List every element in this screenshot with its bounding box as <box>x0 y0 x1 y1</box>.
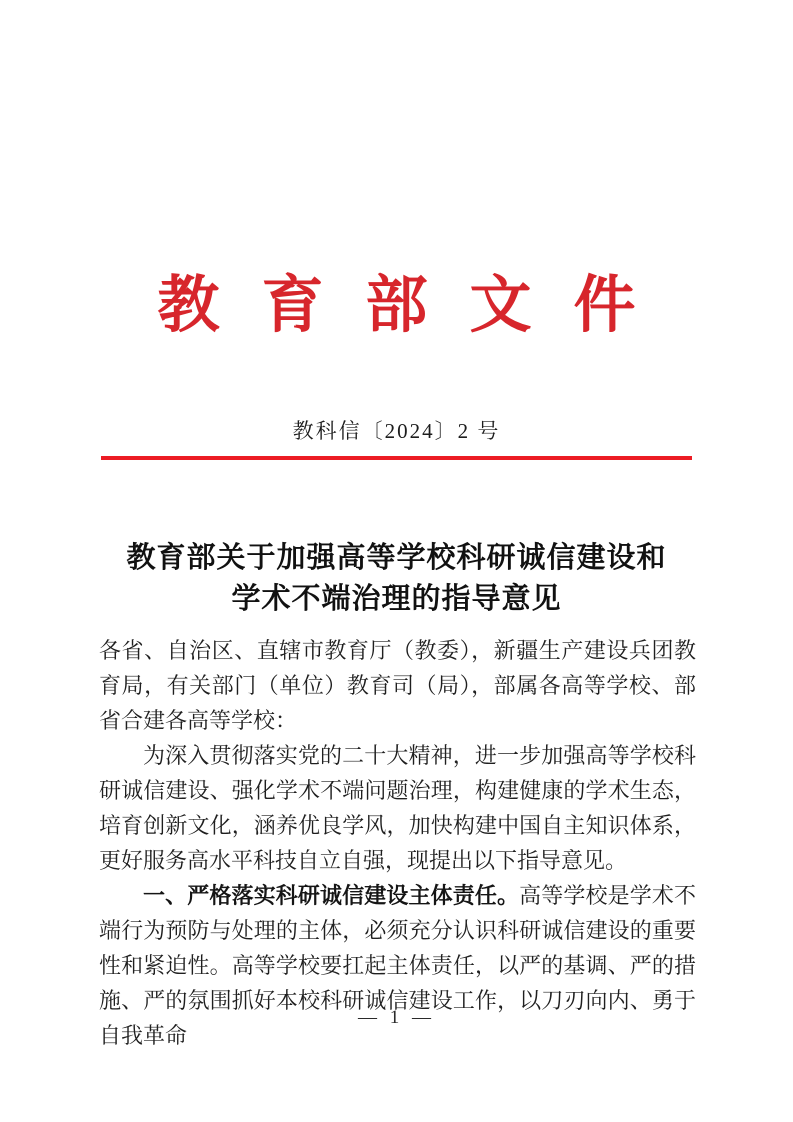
body-paragraph-2-text: 高等学校是学术不端行为预防与处理的主体，必须充分认识科研诚信建设的重要性和紧迫性。高等学校要扛起主体责任，以严的基调、严的措施、严的氛围抓好本校科研诚信建设工作，以刀刃向内、勇于自我革命 <box>99 883 696 1048</box>
document-title-line-1: 教育部关于加强高等学校科研诚信建设和 <box>126 542 667 574</box>
page-number: — 1 — <box>358 1007 435 1028</box>
document-title-line-2: 学术不端治理的指导意见 <box>231 583 562 615</box>
agency-banner-title: 教育部文件 <box>157 272 678 340</box>
document-number: 教科信〔2024〕2 号 <box>292 419 501 443</box>
body-paragraph-1 <box>99 738 696 878</box>
red-header-rule <box>101 456 692 460</box>
salutation-paragraph: 各省、自治区、直辖市教育厅（教委），新疆生产建设兵团教育局，有关部门（单位）教育司（局），部属各高等学校、部省合建各高等学校： <box>99 638 696 733</box>
document-title <box>0 538 793 620</box>
body-paragraph-2-lead: 一、严格落实科研诚信建设主体责任。 <box>143 883 520 908</box>
body-paragraph-1-text: 为深入贯彻落实党的二十大精神，进一步加强高等学校科研诚信建设、强化学术不端问题治理，构建健康的学术生态，培育创新文化，涵养优良学风，加快构建中国自主知识体系，更好服务高水平科技自立自强，现提出以下指导意见。 <box>99 743 696 873</box>
document-body <box>99 633 696 1053</box>
